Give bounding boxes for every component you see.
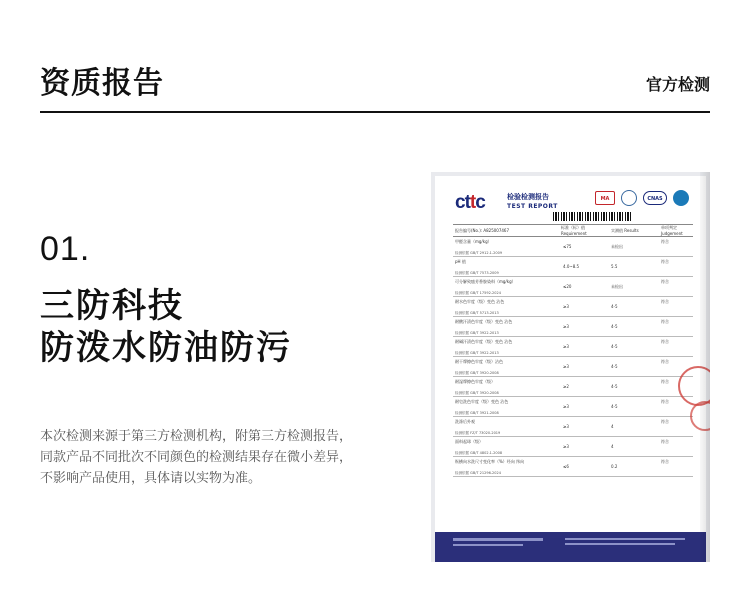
- official-test-label: 官方检测: [645, 75, 710, 94]
- report-result: 4-5: [611, 404, 618, 409]
- report-result: 0.2: [611, 464, 618, 469]
- report-judgement: 符合: [661, 339, 669, 344]
- report-row: [453, 397, 693, 417]
- report-requirement: ≥3: [563, 324, 569, 329]
- report-requirement: 4.0~8.5: [563, 264, 580, 269]
- report-standard: 检测依据 GB/T 3920-2008: [455, 391, 499, 395]
- report-item: pH 值: [455, 259, 466, 264]
- report-result: 4-5: [611, 364, 618, 369]
- report-row: [453, 417, 693, 437]
- report-requirement: ≥3: [563, 444, 569, 449]
- report-standard: 检测依据 GB/T 3922-2013: [455, 331, 499, 335]
- report-standard: 检测依据 GB/T 3920-2008: [455, 371, 499, 375]
- report-result: 4: [611, 424, 614, 429]
- report-result: 4: [611, 444, 614, 449]
- footer-text-line: [453, 538, 543, 541]
- header-divider: [40, 111, 710, 113]
- page-title: 资质报告: [40, 66, 164, 101]
- description: [40, 426, 380, 489]
- report-item: 甲醛含量（mg/kg）: [455, 239, 492, 244]
- report-result: 5.5: [611, 264, 618, 269]
- report-item: 洗涤后外观: [455, 419, 475, 424]
- report-standard: 检测依据 GB/T 2912.1-2009: [455, 251, 503, 255]
- report-brand-en: TEST REPORT: [507, 203, 558, 210]
- report-judgement: 符合: [661, 419, 669, 424]
- report-judgement: 符合: [661, 259, 669, 264]
- feature-title-line2: 防泼水防油防污: [40, 328, 292, 368]
- description-line: 不影响产品使用，具体请以实物为准。: [40, 471, 262, 486]
- report-judgement: 符合: [661, 319, 669, 324]
- report-judgement: 符合: [661, 239, 669, 244]
- col-judgement: 单项判定 Judgement: [661, 225, 683, 236]
- report-standard: 检测依据 GB/T 7573-2009: [455, 271, 499, 275]
- report-judgement: 符合: [661, 439, 669, 444]
- report-judgement: 符合: [661, 299, 669, 304]
- report-row: [453, 277, 693, 297]
- report-result: 未检出: [611, 244, 623, 249]
- report-item: 纵横向水洗尺寸变化率（%）经向 纬向: [455, 459, 525, 464]
- report-brand-cn: 检验检测报告: [507, 193, 549, 201]
- report-standard: 检测依据 GB/T 5713-2013: [455, 311, 499, 315]
- report-rows: [453, 237, 693, 477]
- report-requirement: ≥3: [563, 424, 569, 429]
- footer-text-line: [565, 543, 675, 545]
- report-requirement: ≤75: [563, 244, 572, 249]
- report-row: [453, 237, 693, 257]
- report-requirement: ≥3: [563, 344, 569, 349]
- report-judgement: 符合: [661, 359, 669, 364]
- report-row: [453, 357, 693, 377]
- report-table-header: [453, 225, 693, 237]
- report-result: 未检出: [611, 284, 623, 289]
- report-paper: [435, 176, 706, 562]
- feature-title-line1: 三防科技: [40, 286, 184, 326]
- report-row: [453, 317, 693, 337]
- description-line: 同款产品不同批次不同颜色的检测结果存在微小差异，: [40, 450, 353, 465]
- report-item: 耐湿摩擦色牢度（级）: [455, 379, 495, 384]
- cttc-logo: cttc: [455, 192, 485, 213]
- cma-mark-icon: MA: [595, 191, 615, 205]
- report-item: 面料起球（级）: [455, 439, 483, 444]
- report-standard: 检测依据 GB/T 3921-2008: [455, 411, 499, 415]
- report-row: [453, 457, 693, 477]
- report-requirement: ≤6: [563, 464, 569, 469]
- report-judgement: 符合: [661, 399, 669, 404]
- report-result: 4-5: [611, 384, 618, 389]
- report-row: [453, 337, 693, 357]
- report-header: [435, 176, 706, 218]
- report-judgement: 符合: [661, 379, 669, 384]
- test-report-image: [431, 172, 710, 562]
- paper-shadow: [700, 172, 710, 562]
- report-brand: [507, 193, 558, 211]
- barcode: [553, 212, 633, 221]
- report-item: 耐干摩擦色牢度（级）沾色: [455, 359, 503, 364]
- report-requirement: ≤20: [563, 284, 572, 289]
- section-number: 01.: [40, 230, 91, 268]
- report-standard: 检测依据 FZ/T 73020-2019: [455, 431, 501, 435]
- report-footer: [435, 532, 706, 562]
- report-row: [453, 257, 693, 277]
- report-result: 4-5: [611, 304, 618, 309]
- report-table: [453, 224, 693, 477]
- col-requirement: 标准（标）值 Requirement: [561, 225, 587, 236]
- report-requirement: ≥3: [563, 404, 569, 409]
- report-row: [453, 437, 693, 457]
- report-no: 报告编号(No.): A825007467: [455, 227, 510, 233]
- report-item: 可分解致癌芳香胺染料（mg/kg）: [455, 279, 516, 284]
- report-result: 4-5: [611, 324, 618, 329]
- report-standard: 检测依据 GB/T 4802.1-2008: [455, 451, 503, 455]
- report-row: [453, 297, 693, 317]
- cnas-mark-icon: CNAS: [643, 191, 667, 205]
- footer-text-line: [453, 544, 523, 546]
- report-standard: 检测依据 GB/T 3922-2013: [455, 351, 499, 355]
- footer-text-line: [565, 538, 685, 540]
- report-item: 耐皂洗色牢度（级）变色 沾色: [455, 399, 509, 404]
- ilac-mark-icon: [621, 190, 637, 206]
- report-requirement: ≥2: [563, 384, 569, 389]
- report-row: [453, 377, 693, 397]
- description-line: 本次检测来源于第三方检测机构，附第三方检测报告，: [40, 429, 353, 444]
- report-requirement: ≥3: [563, 364, 569, 369]
- globe-mark-icon: [673, 190, 689, 206]
- report-item: 耐酸汗渍色牢度（级）变色 沾色: [455, 319, 513, 324]
- report-standard: 检测依据 GB/T 21296-2024: [455, 471, 501, 475]
- report-requirement: ≥3: [563, 304, 569, 309]
- report-judgement: 符合: [661, 279, 669, 284]
- col-results: 实测值 Results: [611, 227, 639, 233]
- report-item: 耐碱汗渍色牢度（级）变色 沾色: [455, 339, 513, 344]
- certification-logos: [595, 190, 689, 206]
- report-standard: 检测依据 GB/T 17592-2024: [455, 291, 501, 295]
- report-result: 4-5: [611, 344, 618, 349]
- report-item: 耐水色牢度（级）变色 沾色: [455, 299, 505, 304]
- report-judgement: 符合: [661, 459, 669, 464]
